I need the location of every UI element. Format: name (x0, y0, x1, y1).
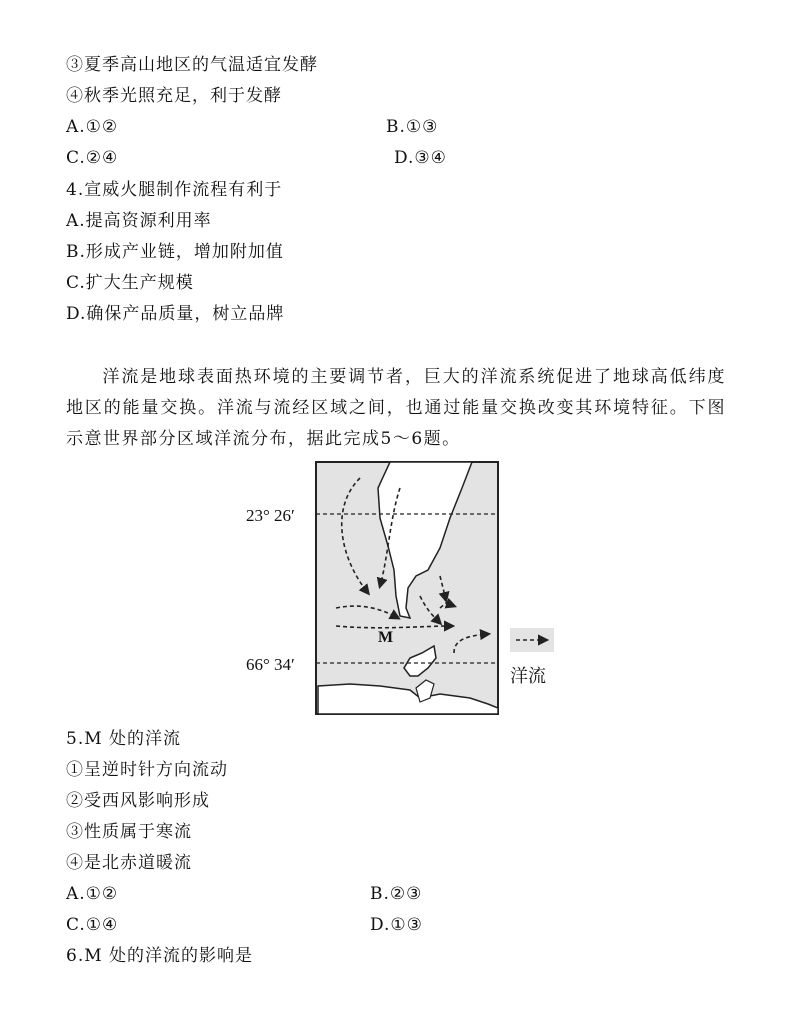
q3-option-b: B.①③ (386, 117, 439, 137)
q3-item-4: ④秋季光照充足，利于发酵 (66, 86, 282, 106)
legend-label: 洋流 (510, 666, 546, 687)
label-m: M (378, 629, 394, 646)
q3-option-d: D.③④ (394, 148, 447, 168)
q4-option-c: C.扩大生产规模 (66, 273, 194, 293)
map-svg (240, 458, 570, 718)
q5-option-d: D.①③ (370, 915, 423, 935)
passage-text (66, 362, 726, 455)
q5-option-c: C.①④ (66, 915, 119, 935)
q3-option-c: C.②④ (66, 148, 119, 168)
q5-item-3: ③性质属于寒流 (66, 822, 192, 842)
q4-option-d: D.确保产品质量，树立品牌 (66, 304, 285, 324)
q5-stem: 5.M 处的洋流 (66, 729, 182, 749)
lat-label-bottom: 66° 34′ (246, 655, 295, 674)
q4-stem: 4.宣威火腿制作流程有利于 (66, 180, 283, 200)
q5-item-4: ④是北赤道暖流 (66, 853, 192, 873)
ocean-current-map (240, 458, 570, 718)
q5-item-1: ①呈逆时针方向流动 (66, 760, 228, 780)
q5-item-2: ②受西风影响形成 (66, 791, 210, 811)
q4-option-a: A.提高资源利用率 (66, 211, 212, 231)
lat-label-top: 23° 26′ (246, 506, 295, 525)
q5-option-b: B.②③ (370, 884, 423, 904)
q4-option-b: B.形成产业链，增加附加值 (66, 242, 284, 262)
q5-option-a: A.①② (66, 884, 119, 904)
q3-item-3: ③夏季高山地区的气温适宜发酵 (66, 55, 318, 75)
passage-body: 洋流是地球表面热环境的主要调节者，巨大的洋流系统促进了地球高低纬度地区的能量交换。洋流与流经区域之间，也通过能量交换改变其环境特征。下图示意世界部分区域洋流分布，据此完成5～6题。 (66, 367, 726, 449)
q3-option-a: A.①② (66, 117, 119, 137)
q6-stem: 6.M 处的洋流的影响是 (66, 946, 254, 966)
